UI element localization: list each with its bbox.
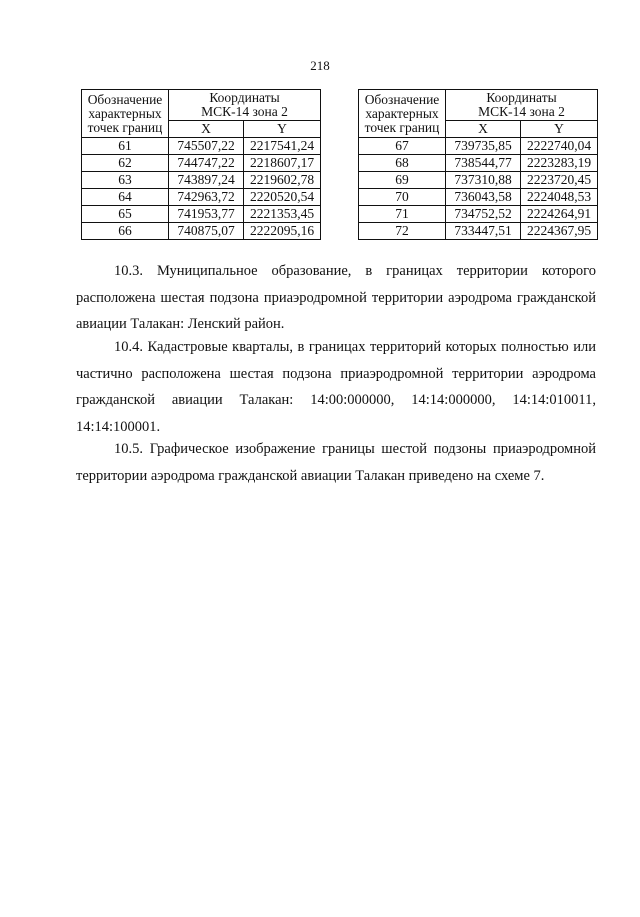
coordinates-table-right [358, 89, 598, 240]
y-cell: 2224367,95 [521, 223, 598, 240]
paragraph-graphic-image: 10.5. Графическое изображение границы шестой подзоны приаэродромной территории аэродрома гражданской авиации Талакан приведено на схеме 7. [76, 441, 596, 484]
header-designation-line: Обозначение [364, 91, 440, 107]
point-cell: 71 [359, 206, 446, 223]
table-row [359, 189, 598, 206]
header-designation-line: точек границ [364, 119, 440, 135]
y-cell: 2221353,45 [244, 206, 321, 223]
header-designation [359, 90, 446, 138]
y-cell: 2217541,24 [244, 138, 321, 155]
header-coordinates-line: Координаты [209, 90, 280, 105]
header-coordinates-line: МСК-14 зона 2 [201, 104, 288, 119]
table-row [82, 223, 321, 240]
x-cell: 734752,52 [446, 206, 521, 223]
table-row [82, 206, 321, 223]
point-cell: 72 [359, 223, 446, 240]
header-coordinates-line: МСК-14 зона 2 [478, 104, 565, 119]
header-coordinates [446, 90, 598, 121]
header-y: Y [244, 121, 321, 138]
y-cell: 2224048,53 [521, 189, 598, 206]
x-cell: 733447,51 [446, 223, 521, 240]
point-cell: 68 [359, 155, 446, 172]
point-cell: 65 [82, 206, 169, 223]
x-cell: 741953,77 [169, 206, 244, 223]
coordinates-table-left [81, 89, 321, 240]
y-cell: 2219602,78 [244, 172, 321, 189]
x-cell: 740875,07 [169, 223, 244, 240]
table-row [359, 172, 598, 189]
y-cell: 2222095,16 [244, 223, 321, 240]
table-row [82, 155, 321, 172]
header-coordinates-line: Координаты [486, 90, 557, 105]
table-row [359, 223, 598, 240]
table-row [359, 206, 598, 223]
header-coordinates [169, 90, 321, 121]
table-row [359, 155, 598, 172]
header-designation-line: точек границ [87, 119, 163, 135]
point-cell: 64 [82, 189, 169, 206]
y-cell: 2223283,19 [521, 155, 598, 172]
page-number: 218 [310, 58, 330, 73]
x-cell: 745507,22 [169, 138, 244, 155]
header-designation-line: Обозначение [87, 91, 163, 107]
header-designation-line: характерных [365, 105, 439, 121]
y-cell: 2223720,45 [521, 172, 598, 189]
header-designation-line: характерных [88, 105, 162, 121]
point-cell: 61 [82, 138, 169, 155]
y-cell: 2222740,04 [521, 138, 598, 155]
point-cell: 66 [82, 223, 169, 240]
x-cell: 743897,24 [169, 172, 244, 189]
point-cell: 62 [82, 155, 169, 172]
point-cell: 63 [82, 172, 169, 189]
x-cell: 736043,58 [446, 189, 521, 206]
x-cell: 738544,77 [446, 155, 521, 172]
y-cell: 2224264,91 [521, 206, 598, 223]
point-cell: 67 [359, 138, 446, 155]
table-row [82, 189, 321, 206]
header-x: X [169, 121, 244, 138]
header-x: X [446, 121, 521, 138]
header-designation [82, 90, 169, 138]
table-row [359, 138, 598, 155]
x-cell: 744747,22 [169, 155, 244, 172]
table-row [82, 172, 321, 189]
point-cell: 70 [359, 189, 446, 206]
y-cell: 2218607,17 [244, 155, 321, 172]
point-cell: 69 [359, 172, 446, 189]
y-cell: 2220520,54 [244, 189, 321, 206]
table-row [82, 138, 321, 155]
paragraph-municipality: 10.3. Муниципальное образование, в границах территории которого расположена шестая подзона приаэродромной территории аэродрома гражданской авиации Талакан: Ленский район. [76, 263, 596, 332]
x-cell: 737310,88 [446, 172, 521, 189]
x-cell: 742963,72 [169, 189, 244, 206]
header-y: Y [521, 121, 598, 138]
paragraph-cadastral-quarters: 10.4. Кадастровые кварталы, в границах территорий которых полностью или частично расположена шестая подзона приаэродромной территории аэродрома гражданской авиации Талакан: 14:00:000000, 14:14:000000, 14:14:010011, 14:14:100001. [76, 339, 596, 435]
x-cell: 739735,85 [446, 138, 521, 155]
